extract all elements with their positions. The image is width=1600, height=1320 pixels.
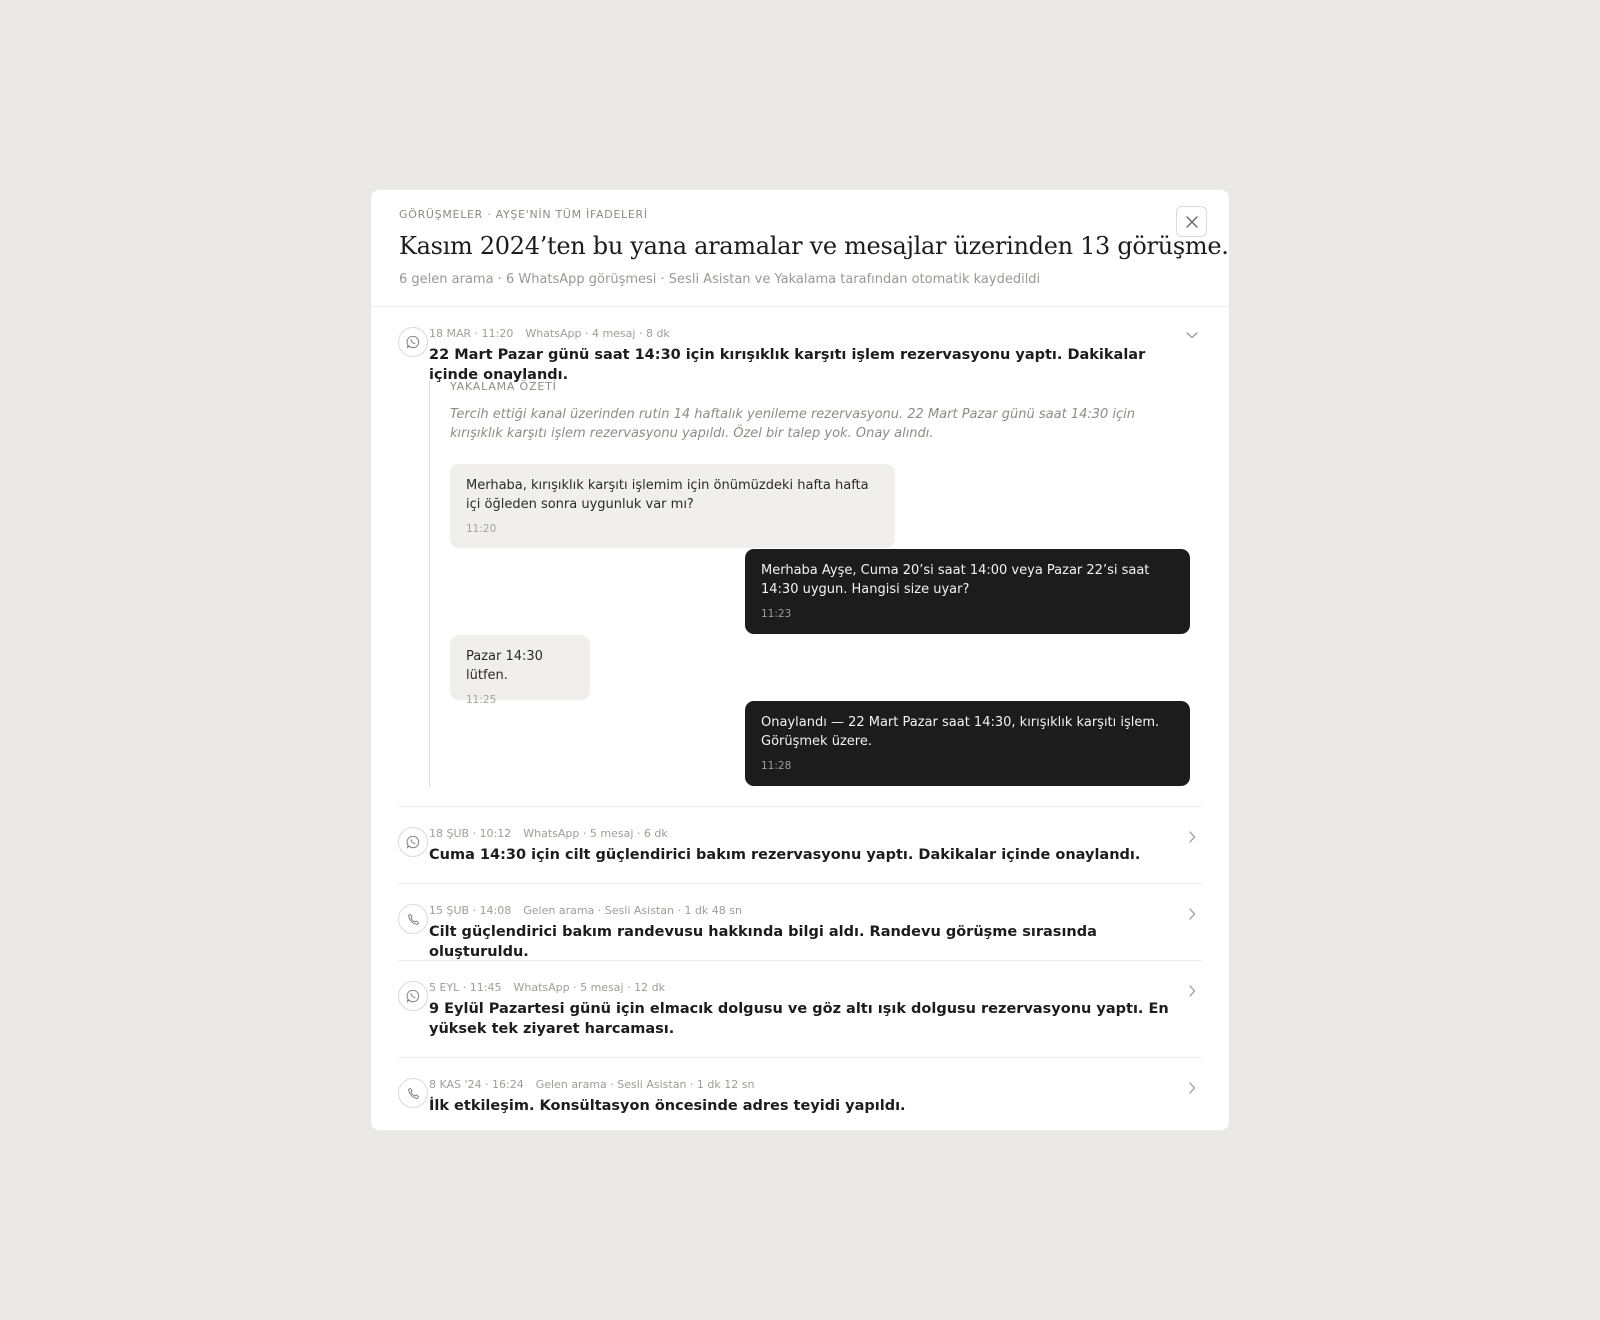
subtitle: 6 gelen arama · 6 WhatsApp görüşmesi · Sesli Asistan ve Yakalama tarafından otomatik kaydedildi [399, 272, 1041, 287]
conversation-summary: Cuma 14:30 için cilt güçlendirici bakım rezervasyonu yaptı. Dakikalar içinde onaylandı. [429, 847, 1141, 863]
conversation-meta [429, 1078, 754, 1091]
close-icon [1186, 216, 1198, 228]
message-time: 11:20 [466, 523, 497, 535]
conversation-list [398, 307, 1202, 1130]
conversation-row[interactable] [398, 307, 1202, 807]
chevron-right-icon [1187, 1081, 1197, 1095]
conversation-channel: Gelen arama · Sesli Asistan · 1 dk 48 sn [523, 904, 742, 917]
message-bubble-incoming [450, 464, 895, 548]
whatsapp-icon [398, 981, 428, 1011]
chevron-right-icon [1187, 907, 1197, 921]
conversation-summary: 9 Eylül Pazartesi günü için elmacık dolgusu ve göz altı ışık dolgusu rezervasyonu yaptı. En yüksek tek ziyaret harcaması. [429, 1001, 1169, 1037]
chevron-right-icon [1187, 984, 1197, 998]
phone-icon [398, 1078, 428, 1108]
eyebrow-label: GÖRÜŞMELER · AYŞE'NİN TÜM İFADELERİ [399, 208, 648, 221]
collapse-toggle[interactable] [1184, 327, 1200, 343]
message-bubble-incoming [450, 635, 590, 706]
conversation-date: 15 ŞUB · 14:08 [429, 904, 512, 917]
conversation-meta [429, 327, 670, 340]
expand-toggle[interactable] [1184, 1080, 1200, 1096]
conversation-date: 8 KAS '24 · 16:24 [429, 1078, 524, 1091]
conversation-channel: WhatsApp · 5 mesaj · 12 dk [513, 981, 665, 994]
message-time: 11:28 [761, 760, 792, 772]
conversation-row[interactable] [398, 807, 1202, 884]
conversation-channel: WhatsApp · 4 mesaj · 8 dk [525, 327, 670, 340]
capture-summary-label: YAKALAMA ÖZETİ [450, 380, 557, 393]
conversations-modal [371, 190, 1229, 1130]
message-bubble-outgoing [745, 549, 1190, 634]
conversation-meta [429, 904, 742, 917]
capture-summary-text: Tercih ettiği kanal üzerinden rutin 14 haftalık yenileme rezervasyonu. 22 Mart Pazar günü saat 14:30 için kırışıklık karşıtı işlem rezervasyonu yapıldı. Özel bir talep yok. Onay alındı. [450, 407, 1136, 441]
expand-toggle[interactable] [1184, 829, 1200, 845]
chevron-down-icon [1185, 330, 1199, 340]
whatsapp-icon [398, 327, 428, 357]
message-bubble-outgoing [745, 701, 1190, 786]
conversation-meta [429, 981, 665, 994]
modal-header [371, 190, 1229, 307]
conversation-detail [429, 380, 1190, 787]
expand-toggle[interactable] [1184, 906, 1200, 922]
page-title: Kasım 2024’ten bu yana aramalar ve mesajlar üzerinden 13 görüşme. [399, 232, 1229, 260]
conversation-date: 18 MAR · 11:20 [429, 327, 514, 340]
message-text: Merhaba, kırışıklık karşıtı işlemim için önümüzdeki hafta hafta içi öğleden sonra uygunluk var mı? [466, 478, 869, 512]
conversation-row[interactable] [398, 961, 1202, 1058]
message-text: Pazar 14:30 lütfen. [466, 649, 543, 683]
conversation-channel: WhatsApp · 5 mesaj · 6 dk [523, 827, 668, 840]
conversation-date: 18 ŞUB · 10:12 [429, 827, 512, 840]
conversation-date: 5 EYL · 11:45 [429, 981, 502, 994]
expand-toggle[interactable] [1184, 983, 1200, 999]
message-text: Onaylandı — 22 Mart Pazar saat 14:30, kırışıklık karşıtı işlem. Görüşmek üzere. [761, 715, 1160, 749]
phone-icon [398, 904, 428, 934]
close-button[interactable] [1176, 206, 1207, 237]
conversation-channel: Gelen arama · Sesli Asistan · 1 dk 12 sn [535, 1078, 755, 1091]
whatsapp-icon [398, 827, 428, 857]
message-text: Merhaba Ayşe, Cuma 20’si saat 14:00 veya Pazar 22’si saat 14:30 uygun. Hangisi size uyar? [761, 563, 1150, 597]
message-time: 11:23 [761, 608, 792, 620]
conversation-row[interactable] [398, 1058, 1202, 1130]
message-time: 11:25 [466, 694, 497, 706]
conversation-summary: Cilt güçlendirici bakım randevusu hakkında bilgi aldı. Randevu görüşme sırasında oluşturuldu. [429, 924, 1097, 960]
conversation-summary: 22 Mart Pazar günü saat 14:30 için kırışıklık karşıtı işlem rezervasyonu yaptı. Dakikalar içinde onaylandı. [429, 347, 1146, 383]
conversation-summary: İlk etkileşim. Konsültasyon öncesinde adres teyidi yapıldı. [429, 1098, 906, 1114]
conversation-row[interactable] [398, 884, 1202, 961]
chevron-right-icon [1187, 830, 1197, 844]
conversation-meta [429, 827, 668, 840]
